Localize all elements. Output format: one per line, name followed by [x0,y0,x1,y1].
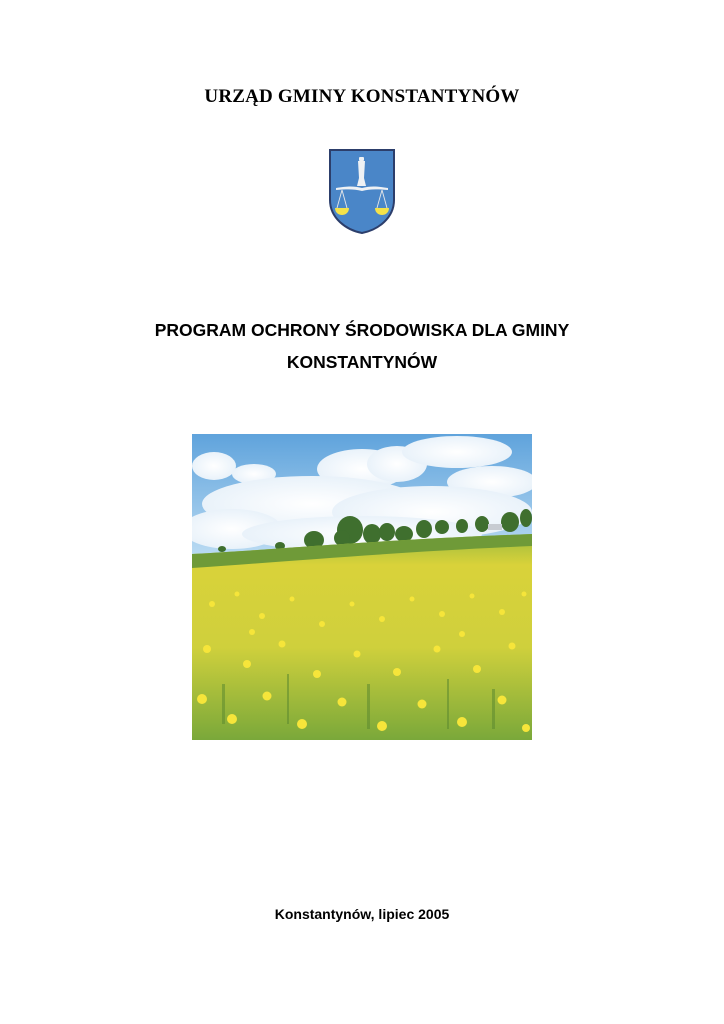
document-title-line-2: KONSTANTYNÓW [286,352,438,372]
meadow-photo [192,434,532,740]
place-and-date: Konstantynów, lipiec 2005 [274,906,450,922]
office-heading: URZĄD GMINY KONSTANTYNÓW [204,86,520,107]
document-title-line-1: PROGRAM OCHRONY ŚRODOWISKA DLA GMINY [154,320,570,340]
document-title [0,314,724,378]
coat-of-arms-icon [328,148,396,234]
